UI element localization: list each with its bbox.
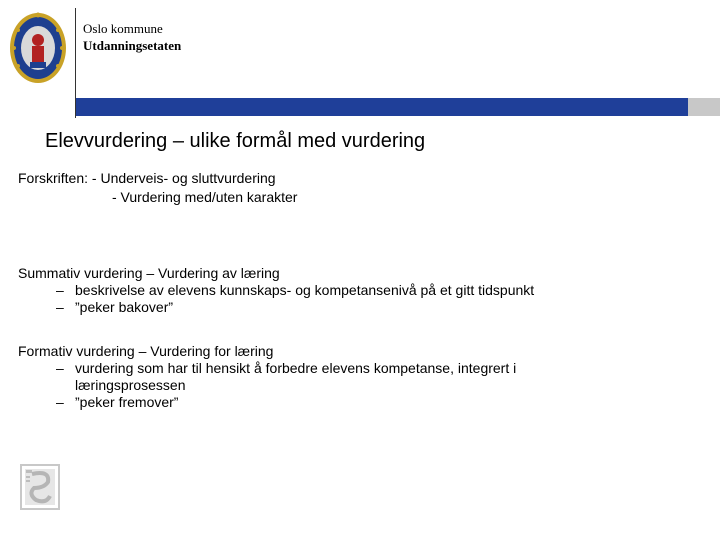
dash: – <box>56 394 64 410</box>
formativ-item-text: læringsprosessen <box>75 377 186 393</box>
formativ-item-continuation <box>18 377 516 394</box>
formativ-item <box>18 394 516 411</box>
formativ-item <box>18 360 516 377</box>
summativ-item-text: beskrivelse av elevens kunnskaps- og kompetansenivå på et gitt tidspunkt <box>75 282 535 298</box>
formativ-item-text: ”peker fremover” <box>75 394 179 410</box>
dash: – <box>56 282 64 298</box>
oslo-seal-icon <box>20 464 60 510</box>
summativ-item <box>18 282 534 299</box>
forskriften-line-1: Forskriften: - Underveis- og sluttvurdering <box>18 170 276 186</box>
org-line-1: Oslo kommune <box>83 21 163 36</box>
forskriften-line-2: - Vurdering med/uten karakter <box>112 189 298 205</box>
header-band <box>76 98 688 116</box>
summativ-item-text: ”peker bakover” <box>75 299 174 315</box>
formativ-section <box>18 343 516 411</box>
formativ-heading: Formativ vurdering – Vurdering for læring <box>18 343 274 359</box>
summativ-item <box>18 299 534 316</box>
summativ-section <box>18 265 534 316</box>
slide-title: Elevvurdering – ulike formål med vurdering <box>45 130 426 152</box>
header-band-end <box>688 98 720 116</box>
organization-name <box>83 20 181 54</box>
formativ-item-text: vurdering som har til hensikt å forbedre elevens kompetanse, integrert i <box>75 360 517 376</box>
org-line-2: Utdanningsetaten <box>83 38 182 53</box>
summativ-heading: Summativ vurdering – Vurdering av læring <box>18 265 280 281</box>
dash: – <box>56 360 64 376</box>
dash: – <box>56 299 64 315</box>
oslo-crest-icon <box>8 10 68 86</box>
